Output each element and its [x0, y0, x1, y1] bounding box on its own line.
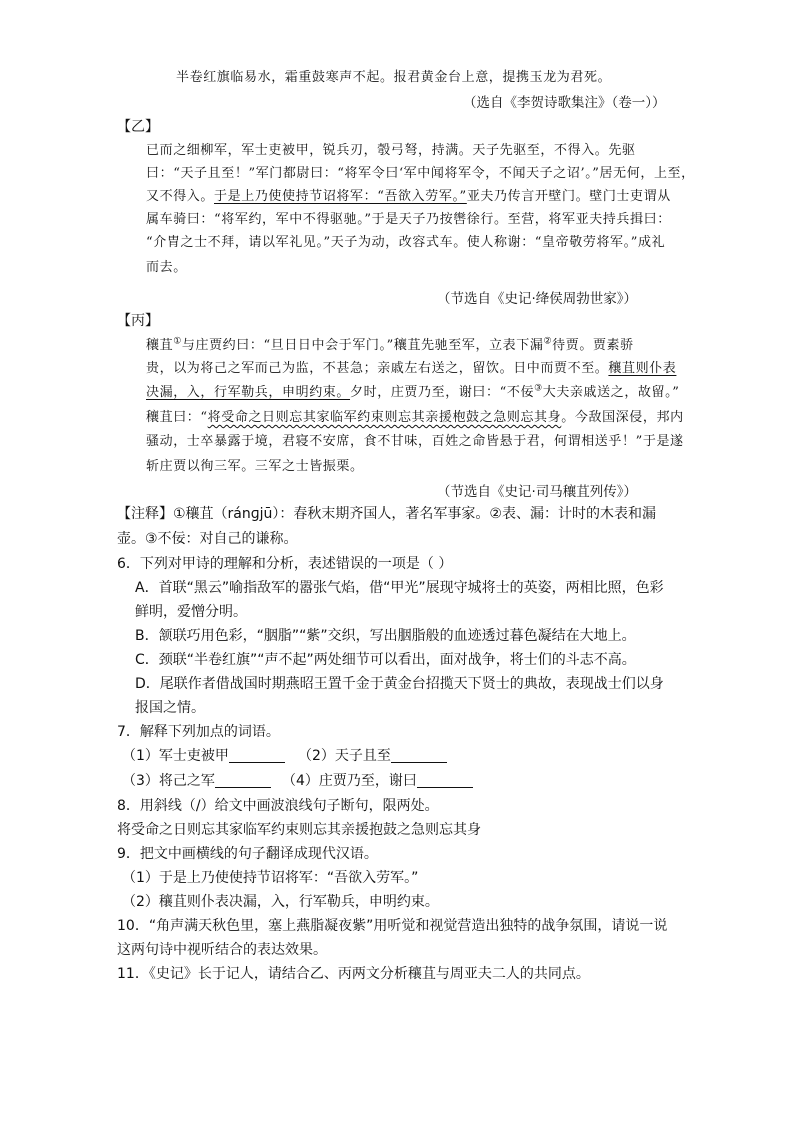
q10-line-1: 10．“角声满天秋色里，塞上燕脂凝夜紫”用听觉和视觉营造出独特的战争氛围，请说一说: [117, 918, 668, 934]
q7-item-1-text: （1）军士吏被甲: [122, 748, 229, 764]
q7-answer-blank-2[interactable]: [391, 748, 447, 763]
bing-underlined-sentence-end: 决漏，入，行军勒兵，申明约束。: [146, 385, 351, 400]
yi-line-3-c: 亚夫乃传言开壁门。壁门士吏谓从: [466, 189, 671, 204]
notes-line-2: 壶。③不佞：对自己的谦称。: [117, 531, 298, 547]
q6-option-d: D．尾联作者借战国时期燕昭王置千金于黄金台招揽天下贤士的典故，表现战士们以身: [135, 676, 664, 692]
q7-answer-blank-4[interactable]: [417, 773, 473, 788]
q7-item-4: [282, 770, 473, 790]
yi-underlined-sentence-1: 于是上乃使使持节诏将军：“吾欲入劳军。”: [214, 189, 467, 204]
q7-item-2-text: （2）天子且至: [298, 748, 391, 764]
yi-line-1: 已而之细柳军，军士吏被甲，锐兵刃，彀弓弩，持满。天子先驱至，不得入。先驱: [146, 143, 636, 158]
bing-line-1: [146, 334, 634, 353]
bing-line-2: [146, 357, 676, 376]
q6-option-c: C．颈联“半卷红旗”“声不起”两处细节可以看出，面对战争，将士们的斗志不高。: [135, 652, 636, 668]
bing-line-3-c: 大夫亲戚送之，故留。”: [542, 385, 680, 400]
notes-line-1: 【注释】①穰苴（ránɡjū）：春秋末期齐国人，著名军事家。②表、漏：计时的木表和漏: [117, 506, 656, 522]
q6-option-a-cont: 鲜明，爱憎分明。: [135, 604, 247, 620]
bing-line-4-b: 。今敌国深侵，邦内: [561, 410, 684, 425]
bing-line-4-a: 穰苴曰：“: [146, 410, 208, 425]
q9-stem: 9．把文中画横线的句子翻译成现代汉语。: [117, 846, 378, 862]
bing-line-3-b: 夕时，庄贾乃至，谢曰：“不佞: [350, 385, 535, 400]
label-bing: 【丙】: [117, 313, 159, 329]
label-yi: 【乙】: [117, 119, 159, 135]
q7-item-3: [122, 770, 271, 790]
bing-line-2-a: 贵，以为将己之军而己为监，不甚急；亲戚左右送之，留饮。日中而贾不至。: [146, 361, 609, 376]
q7-item-1: [122, 745, 285, 765]
source-jia: （选自《李贺诗歌集注》（卷一））: [463, 95, 666, 111]
bing-line-4: [146, 406, 684, 425]
q8-stem: 8．用斜线（/）给文中画波浪线句子断句，限两处。: [117, 798, 439, 814]
yi-line-6: 而去。: [146, 260, 187, 275]
bing-line-5: 骚动，士卒暴露于境，君寝不安席，食不甘味，百姓之命皆悬于君，何谓相送乎！”于是遂: [146, 434, 684, 449]
q6-option-b: B．颔联巧用色彩，“胭脂”“紫”交织，写出胭脂般的血迹透过暮色凝结在大地上。: [135, 628, 636, 644]
bing-line-1-c: 待贾。贾素骄: [552, 338, 634, 353]
note-marker-1: ①: [173, 336, 182, 347]
yi-line-3: [146, 185, 671, 204]
q7-item-2: [298, 745, 447, 765]
yi-line-3-a: 又不得入。: [146, 189, 215, 204]
q8-sentence: 将受命之日则忘其家临军约束则忘其亲援抱鼓之急则忘其身: [117, 822, 481, 838]
source-yi: （节选自《史记·绛侯周勃世家》）: [437, 291, 638, 307]
poem-last-line: 半卷红旗临易水，霜重鼓寒声不起。报君黄金台上意，提携玉龙为君死。: [176, 70, 612, 85]
source-bing: （节选自《史记·司马穰苴列传》）: [437, 484, 638, 500]
bing-underlined-sentence-start: 穰苴则仆表: [608, 361, 677, 376]
q7-item-4-text: （4）庄贾乃至，谢曰: [282, 773, 417, 789]
q9-item-1: （1）于是上乃使使持节诏将军：“吾欲入劳军。”: [122, 870, 419, 886]
q7-item-3-text: （3）将己之军: [122, 773, 215, 789]
note-marker-3: ③: [534, 383, 543, 394]
q9-item-2: （2）穰苴则仆表决漏，入，行军勒兵，申明约束。: [122, 894, 439, 910]
bing-line-3: [146, 381, 679, 400]
yi-line-2: 曰：“天子且至！”军门都尉曰：“将军令曰‘军中闻将军令，不闻天子之诏’。”居无何，上至，: [146, 166, 695, 181]
bing-line-6: 斩庄贾以徇三军。三军之士皆振栗。: [146, 459, 364, 474]
q6-stem: 6．下列对甲诗的理解和分析，表述错误的一项是（ ）: [117, 556, 453, 572]
note-marker-2: ②: [543, 336, 553, 347]
bing-wavy-sentence: 将受命之日则忘其家临军约束则忘其亲援枹鼓之急则忘其身: [207, 410, 562, 425]
bing-line-1-a: 穰苴: [146, 338, 174, 353]
q7-answer-blank-3[interactable]: [215, 773, 271, 788]
yi-line-4: 属车骑曰：“将军约，军中不得驱驰。”于是天子乃按辔徐行。至营，将军亚夫持兵揖曰：: [146, 212, 671, 227]
q6-option-a: A．首联“黑云”喻指敌军的嚣张气焰，借“甲光”展现守城将士的英姿，两相比照，色彩: [135, 580, 664, 596]
yi-line-5: “介胄之士不拜，请以军礼见。”天子为动，改容式车。使人称谢：“皇帝敬劳将军。”成礼: [146, 235, 666, 250]
q6-option-d-cont: 报国之情。: [135, 700, 205, 716]
q10-line-2: 这两句诗中视听结合的表达效果。: [117, 942, 327, 958]
q11-stem: 11．《史记》长于记人，请结合乙、丙两文分析穰苴与周亚夫二人的共同点。: [117, 966, 590, 982]
q7-stem: 7．解释下列加点的词语。: [117, 724, 280, 740]
bing-line-1-b: 与庄贾约曰：“旦日日中会于军门。”穰苴先驰至军，立表下漏: [181, 338, 544, 353]
q7-answer-blank-1[interactable]: [229, 748, 285, 763]
